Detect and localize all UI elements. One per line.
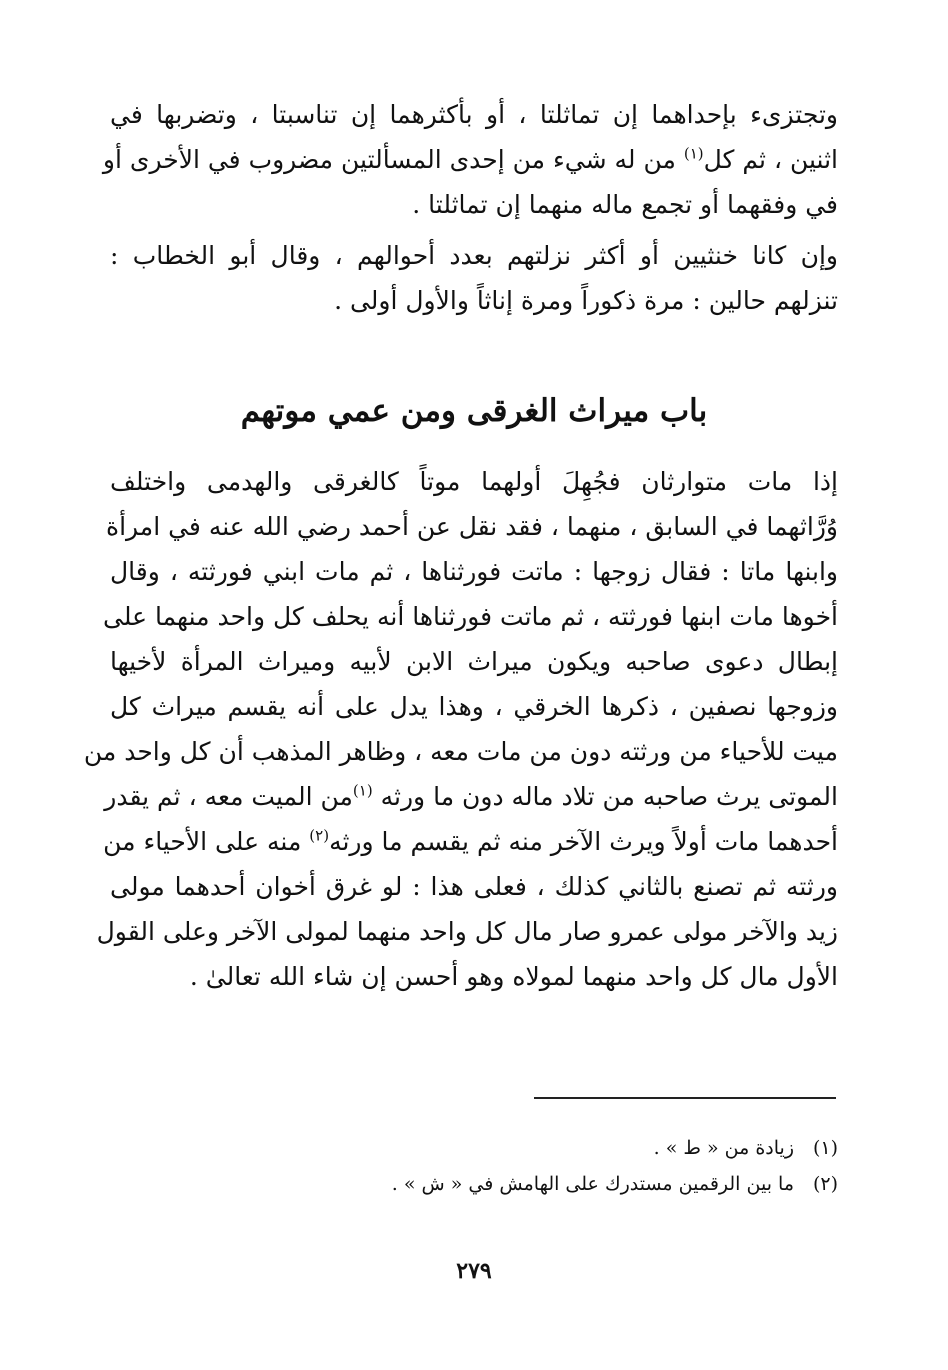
text-line: أخوها مات ابنها فورثته ، ثم ماتت فورثناها أنه يحلف كل واحد منهما على [103, 602, 838, 631]
text-line [103, 819, 838, 864]
footnote-item [110, 1130, 838, 1166]
text-line [102, 137, 838, 182]
text-line: وتجتزىء بإحداهما إن تماثلتا ، أو بأكثرهما إن تناسبتا ، وتضربها في [110, 100, 838, 129]
text-line: إبطال دعوى صاحبه ويكون ميراث الابن لأبيه وميراث المرأة لأخيها [110, 647, 839, 676]
paragraph-2 [110, 233, 838, 323]
text-line: وابنها ماتا : فقال زوجها : ماتت فورثناها ، ثم مات ابني فورثته ، وقال [110, 557, 838, 586]
chapter-heading: باب ميراث الغرقى ومن عمي موتهم [240, 393, 708, 429]
text-line [104, 774, 838, 819]
paragraph-1 [102, 92, 838, 227]
text-line: في وفقهما أو تجمع ماله منهما إن تماثلتا . [412, 190, 838, 219]
footnote-text: ما بين الرقمين مستدرك على الهامش في « ش » . [391, 1173, 794, 1195]
footnote-ref: (١) [352, 781, 373, 800]
text-line: زيد والآخر مولى عمرو صار مال كل واحد منهما لمولى الآخر وعلى القول [96, 917, 838, 946]
footnote-number: (١) [812, 1137, 838, 1159]
text-line: ورثته ثم تصنع بالثاني كذلك ، فعلى هذا : لو غرق أخوان أحدهما مولى [110, 872, 838, 901]
text-line: وزوجها نصفين ، ذكرها الخرقي ، وهذا يدل على أنه يقسم ميراث كل [110, 692, 838, 721]
text-segment: منه على الأحياء من [103, 827, 310, 856]
footnote-ref: (١) [683, 144, 704, 163]
footnote-ref: (٢) [309, 826, 330, 845]
footnote-divider [534, 1097, 836, 1099]
page-body [83, 92, 839, 999]
text-line: إذا مات متوارثان فجُهِلَ أولهما موتاً كالغرقى والهدمى واختلف [110, 467, 838, 496]
text-line: وإن كانا خنثيين أو أكثر نزلتهم بعدد أحوالهم ، وقال أبو الخطاب : [110, 241, 838, 270]
text-segment: من له شيء من إحدى المسألتين مضروب في الأخرى أو [102, 145, 684, 174]
text-segment: الموتى يرث صاحبه من تلاد ماله دون ما ورثه [372, 782, 838, 811]
footnote-number: (٢) [812, 1173, 838, 1195]
text-segment: اثنين ، ثم كل [703, 145, 838, 174]
footnote-item [110, 1166, 838, 1202]
paragraph-3 [83, 459, 839, 999]
page-number: ٢٧٩ [456, 1258, 492, 1284]
footnotes [110, 1130, 838, 1202]
text-segment: أحدهما مات أولاً ويرث الآخر منه ثم يقسم ما ورثه [329, 827, 838, 856]
text-line: وُرَّاثهما في السابق ، منهما ، فقد نقل عن أحمد رضي الله عنه في امرأة [105, 512, 838, 541]
text-segment: من الميت معه ، ثم يقدر [104, 782, 353, 811]
text-line: الأول مال كل واحد منهما لمولاه وهو أحسن إن شاء الله تعالىٰ . [189, 962, 838, 991]
text-line: تنزلهم حالين : مرة ذكوراً ومرة إناثاً والأول أولى . [334, 286, 838, 315]
footnote-text: زيادة من « ط » . [653, 1137, 794, 1159]
text-line: ميت للأحياء من ورثته دون من مات معه ، وظاهر المذهب أن كل واحد من [83, 737, 838, 766]
